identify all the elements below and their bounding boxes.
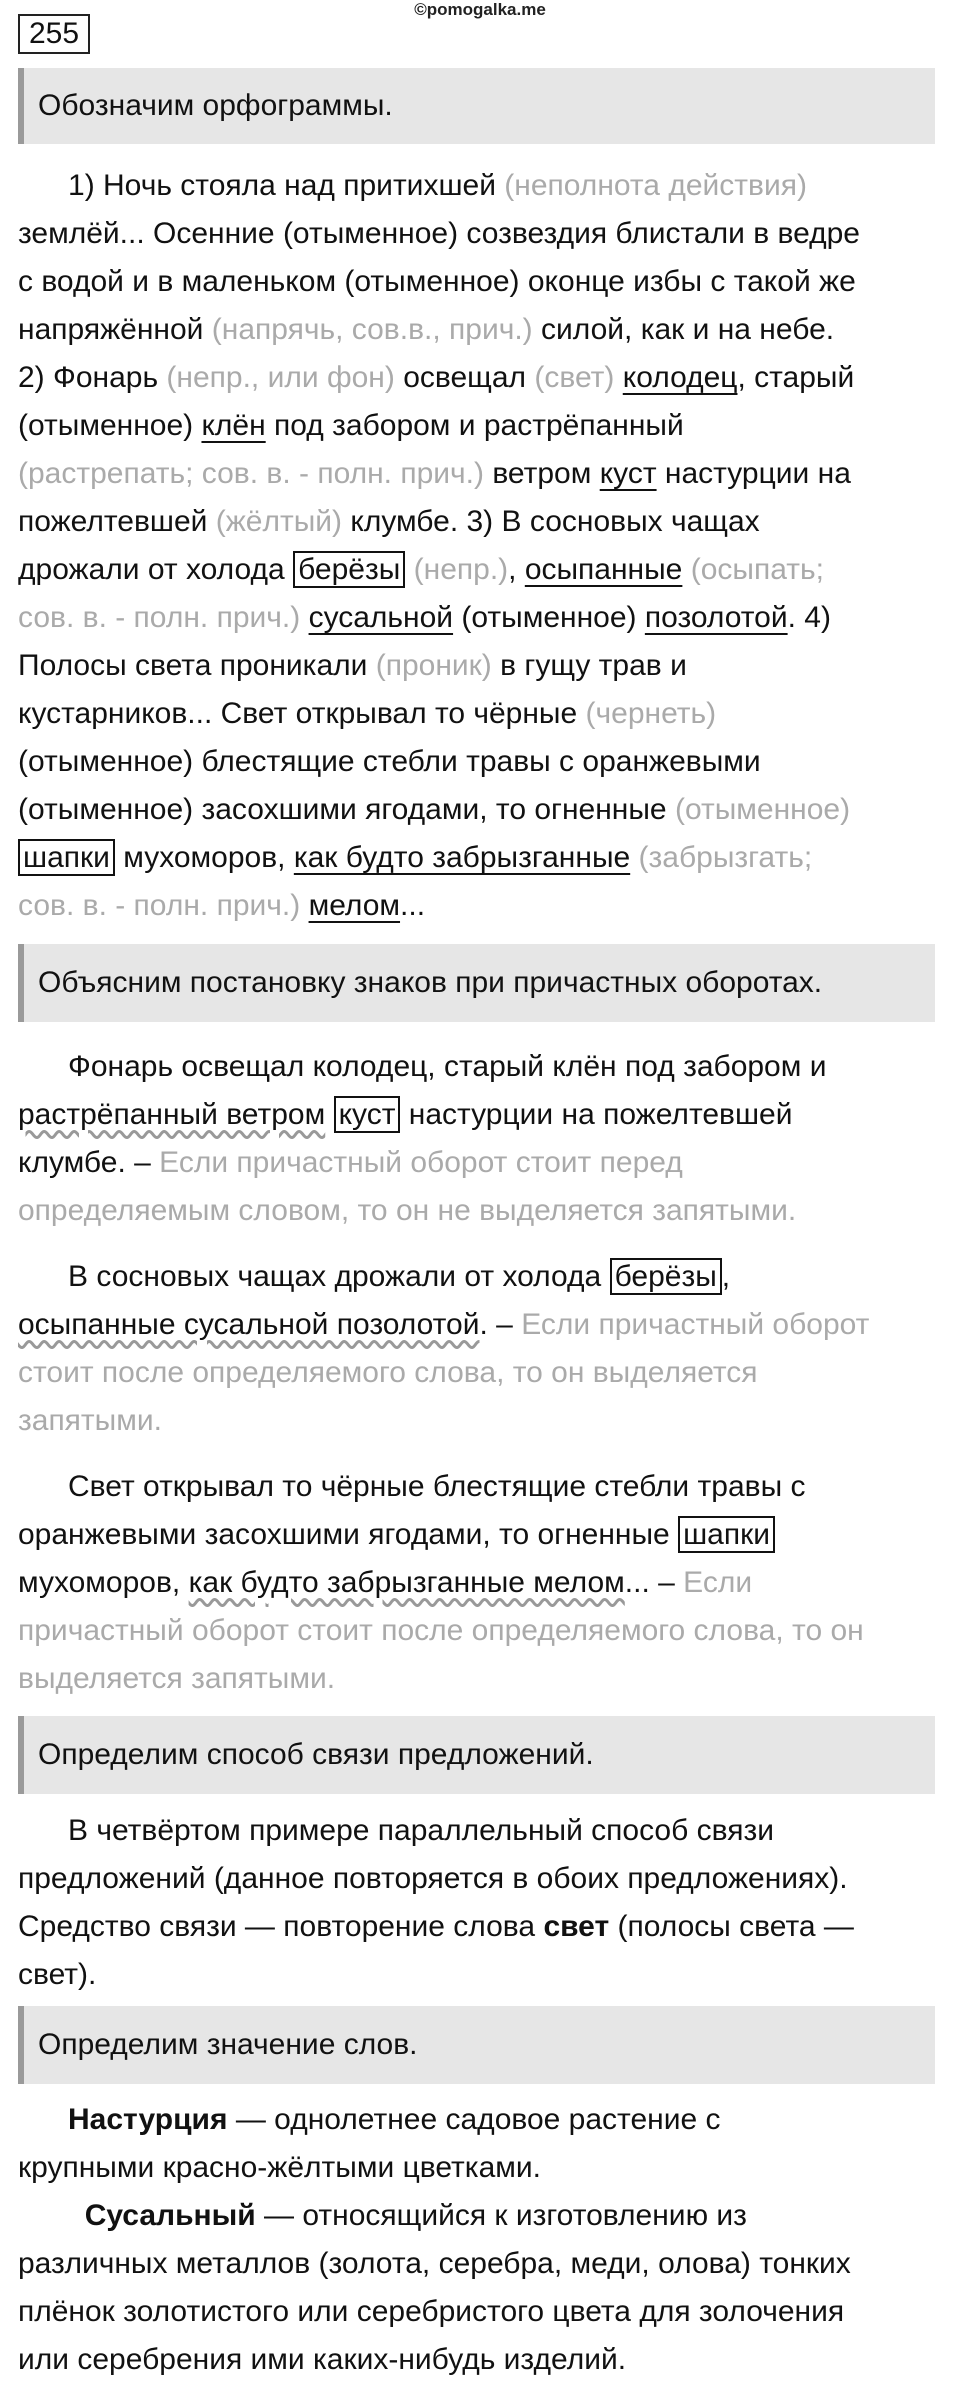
- text-line: [18, 1139, 948, 1187]
- text-line: [18, 210, 948, 258]
- text-line: [18, 1301, 948, 1349]
- text-segment: — относящийся к изготовлению из: [255, 2199, 747, 2232]
- text-segment: клумбе. 3) В сосновых чащах: [342, 505, 760, 538]
- text-line: [18, 546, 948, 594]
- text-segment: . –: [479, 1308, 522, 1341]
- text-segment: клумбе. –: [18, 1146, 160, 1179]
- text-line: [18, 258, 948, 306]
- text-line: [18, 1855, 948, 1903]
- text-line: [18, 354, 948, 402]
- text-segment: [18, 2103, 68, 2136]
- text-segment: [300, 889, 308, 922]
- text-segment: ,: [508, 553, 525, 586]
- text-segment: Полосы света проникали: [18, 649, 376, 682]
- text-line: [18, 1951, 948, 1999]
- text-segment: Свет открывал то чёрные блестящие стебли травы с: [18, 1470, 806, 1503]
- text-line: [18, 1463, 948, 1511]
- text-segment: 2) Фонарь: [18, 361, 167, 394]
- text-line: [18, 498, 948, 546]
- text-segment: ... –: [624, 1566, 684, 1599]
- text-line: [18, 1607, 948, 1655]
- text-segment: напряжённой: [18, 313, 212, 346]
- text-segment: берёзы: [610, 1258, 722, 1295]
- text-segment: мухоморов,: [114, 841, 294, 874]
- text-segment: Если причастный оборот: [521, 1308, 870, 1341]
- text-segment: (чернеть): [585, 697, 717, 730]
- text-segment: Если: [683, 1566, 753, 1599]
- text-segment: [614, 361, 622, 394]
- text-segment: [325, 1098, 333, 1131]
- text-segment: [300, 601, 308, 634]
- text-segment: настурции на: [656, 457, 851, 490]
- text-segment: 1) Ночь стояла над притихшей: [18, 169, 505, 202]
- text-line: [18, 738, 948, 786]
- text-segment: (непр., или фон): [166, 361, 395, 394]
- text-segment: землёй... Осенние (отыменное) созвездия блистали в ведре: [18, 217, 860, 250]
- text-line: [18, 306, 948, 354]
- text-segment: (полосы света —: [609, 1910, 854, 1943]
- text-segment: определяемым словом, то он не выделяется запятыми.: [18, 1194, 797, 1227]
- text-segment: ,: [721, 1260, 731, 1293]
- text-segment: шапки: [678, 1516, 775, 1553]
- text-line: [18, 2192, 948, 2240]
- text-segment: настурции на пожелтевшей: [400, 1098, 793, 1131]
- text-segment: [18, 2199, 85, 2232]
- task-number: 255: [18, 14, 90, 54]
- text-segment: [405, 553, 413, 586]
- text-line: [18, 690, 948, 738]
- section-body-meanings: [18, 2096, 948, 2384]
- text-segment: сов. в. - полн. прич.): [18, 889, 301, 922]
- text-segment: плёнок золотистого или серебристого цвета для золочения: [18, 2295, 845, 2328]
- text-line: [18, 1253, 948, 1301]
- text-segment: Фонарь освещал колодец, старый клён под забором и: [18, 1050, 827, 1083]
- text-segment: или серебрения ими каких-нибудь изделий.: [18, 2343, 627, 2376]
- text-segment: в гущу трав и: [491, 649, 687, 682]
- text-segment: Средство связи — повторение слова: [18, 1910, 544, 1943]
- text-segment: оранжевыми засохшими ягодами, то огненные: [18, 1518, 679, 1551]
- text-segment: мухоморов,: [18, 1566, 189, 1599]
- text-line: [18, 2096, 948, 2144]
- text-segment: причастный оборот стоит после определяемого слова, то он: [18, 1614, 864, 1647]
- text-segment: (растрепать; сов. в. - полн. прич.): [18, 457, 484, 490]
- text-segment: с водой и в маленьком (отыменное) оконце избы с такой же: [18, 265, 856, 298]
- section-title-orthograms: Обозначим орфограммы.: [18, 68, 935, 144]
- text-line: [18, 1511, 948, 1559]
- text-segment: сов. в. - полн. прич.): [18, 601, 301, 634]
- section-title-connection: Определим способ связи предложений.: [18, 1716, 935, 1794]
- text-segment: (отыменное): [674, 793, 851, 826]
- text-line: [18, 2240, 948, 2288]
- text-segment: растрёпанный ветром: [18, 1098, 326, 1131]
- text-line: [18, 1091, 948, 1139]
- text-segment: берёзы: [293, 551, 405, 588]
- text-segment: свет).: [18, 1958, 97, 1991]
- text-segment: куст: [334, 1096, 401, 1133]
- section-body-connection: [18, 1807, 948, 1999]
- text-segment: клён: [201, 409, 266, 442]
- text-line: [18, 1903, 948, 1951]
- text-segment: (напрячь, сов.в., прич.): [211, 313, 533, 346]
- text-segment: (забрызгать;: [638, 841, 813, 874]
- text-segment: [630, 841, 638, 874]
- text-segment: силой, как и на небе.: [532, 313, 835, 346]
- text-segment: (отыменное) засохшими ягодами, то огненные: [18, 793, 675, 826]
- text-line: [18, 642, 948, 690]
- text-segment: осыпанные: [524, 553, 683, 586]
- text-line: [18, 1445, 948, 1463]
- section-body-punctuation: [18, 1043, 948, 1703]
- text-line: [18, 2336, 948, 2384]
- text-segment: (отыменное): [453, 601, 645, 634]
- text-segment: дрожали от холода: [18, 553, 294, 586]
- text-segment: позолотой: [644, 601, 788, 634]
- text-segment: под забором и растрёпанный: [265, 409, 684, 442]
- text-segment: (проник): [375, 649, 492, 682]
- text-line: [18, 450, 948, 498]
- text-line: [18, 2144, 948, 2192]
- text-segment: запятыми.: [18, 1404, 162, 1437]
- text-segment: мелом: [308, 889, 401, 922]
- text-line: [18, 1807, 948, 1855]
- text-segment: — однолетнее садовое растение с: [227, 2103, 721, 2136]
- text-line: [18, 162, 948, 210]
- text-segment: как будто забрызганные мелом: [188, 1566, 625, 1599]
- text-line: [18, 2288, 948, 2336]
- text-line: [18, 1397, 948, 1445]
- text-segment: различных металлов (золота, серебра, меди, олова) тонких: [18, 2247, 851, 2280]
- text-segment: ...: [400, 889, 426, 922]
- text-segment: Сусальный: [84, 2199, 256, 2232]
- text-segment: стоит после определяемого слова, то он выделяется: [18, 1356, 758, 1389]
- text-line: [18, 402, 948, 450]
- text-segment: (отыменное): [18, 409, 202, 442]
- text-segment: куст: [599, 457, 657, 490]
- text-segment: [682, 553, 690, 586]
- text-segment: (непр.): [413, 553, 509, 586]
- text-segment: крупными красно-жёлтыми цветками.: [18, 2151, 541, 2184]
- site-watermark: ©pomogalka.me: [414, 0, 546, 19]
- text-line: [18, 834, 948, 882]
- text-segment: сусальной: [308, 601, 454, 634]
- text-line: [18, 1043, 948, 1091]
- text-segment: свет: [543, 1910, 610, 1943]
- text-line: [18, 1559, 948, 1607]
- text-segment: (свет): [534, 361, 615, 394]
- text-segment: ветром: [484, 457, 600, 490]
- text-segment: (неполнота действия): [504, 169, 807, 202]
- text-segment: В сосновых чащах дрожали от холода: [18, 1260, 610, 1293]
- text-segment: (отыменное) блестящие стебли травы с оранжевыми: [18, 745, 761, 778]
- text-segment: Если причастный оборот стоит перед: [159, 1146, 683, 1179]
- text-segment: . 4): [787, 601, 831, 634]
- section-body-orthograms: [18, 162, 948, 930]
- text-segment: пожелтевшей: [18, 505, 216, 538]
- text-segment: шапки: [18, 839, 115, 876]
- text-segment: В четвёртом примере параллельный способ связи: [18, 1814, 774, 1847]
- text-segment: кустарников... Свет открывал то чёрные: [18, 697, 586, 730]
- text-segment: освещал: [394, 361, 535, 394]
- section-title-punctuation: Объясним постановку знаков при причастных оборотах.: [18, 944, 935, 1022]
- text-line: [18, 1235, 948, 1253]
- text-segment: как будто забрызганные: [293, 841, 631, 874]
- text-segment: Настурция: [68, 2103, 228, 2136]
- text-line: [18, 882, 948, 930]
- text-line: [18, 1187, 948, 1235]
- text-line: [18, 1349, 948, 1397]
- text-line: [18, 786, 948, 834]
- text-segment: колодец: [622, 361, 738, 394]
- text-line: [18, 594, 948, 642]
- section-title-meanings: Определим значение слов.: [18, 2006, 935, 2084]
- text-segment: осыпанные сусальной позолотой: [18, 1308, 480, 1341]
- text-segment: предложений (данное повторяется в обоих предложениях).: [18, 1862, 848, 1895]
- text-line: [18, 1655, 948, 1703]
- text-segment: (осыпать;: [690, 553, 824, 586]
- text-segment: , старый: [737, 361, 855, 394]
- text-segment: выделяется запятыми.: [18, 1662, 336, 1695]
- text-segment: (жёлтый): [215, 505, 343, 538]
